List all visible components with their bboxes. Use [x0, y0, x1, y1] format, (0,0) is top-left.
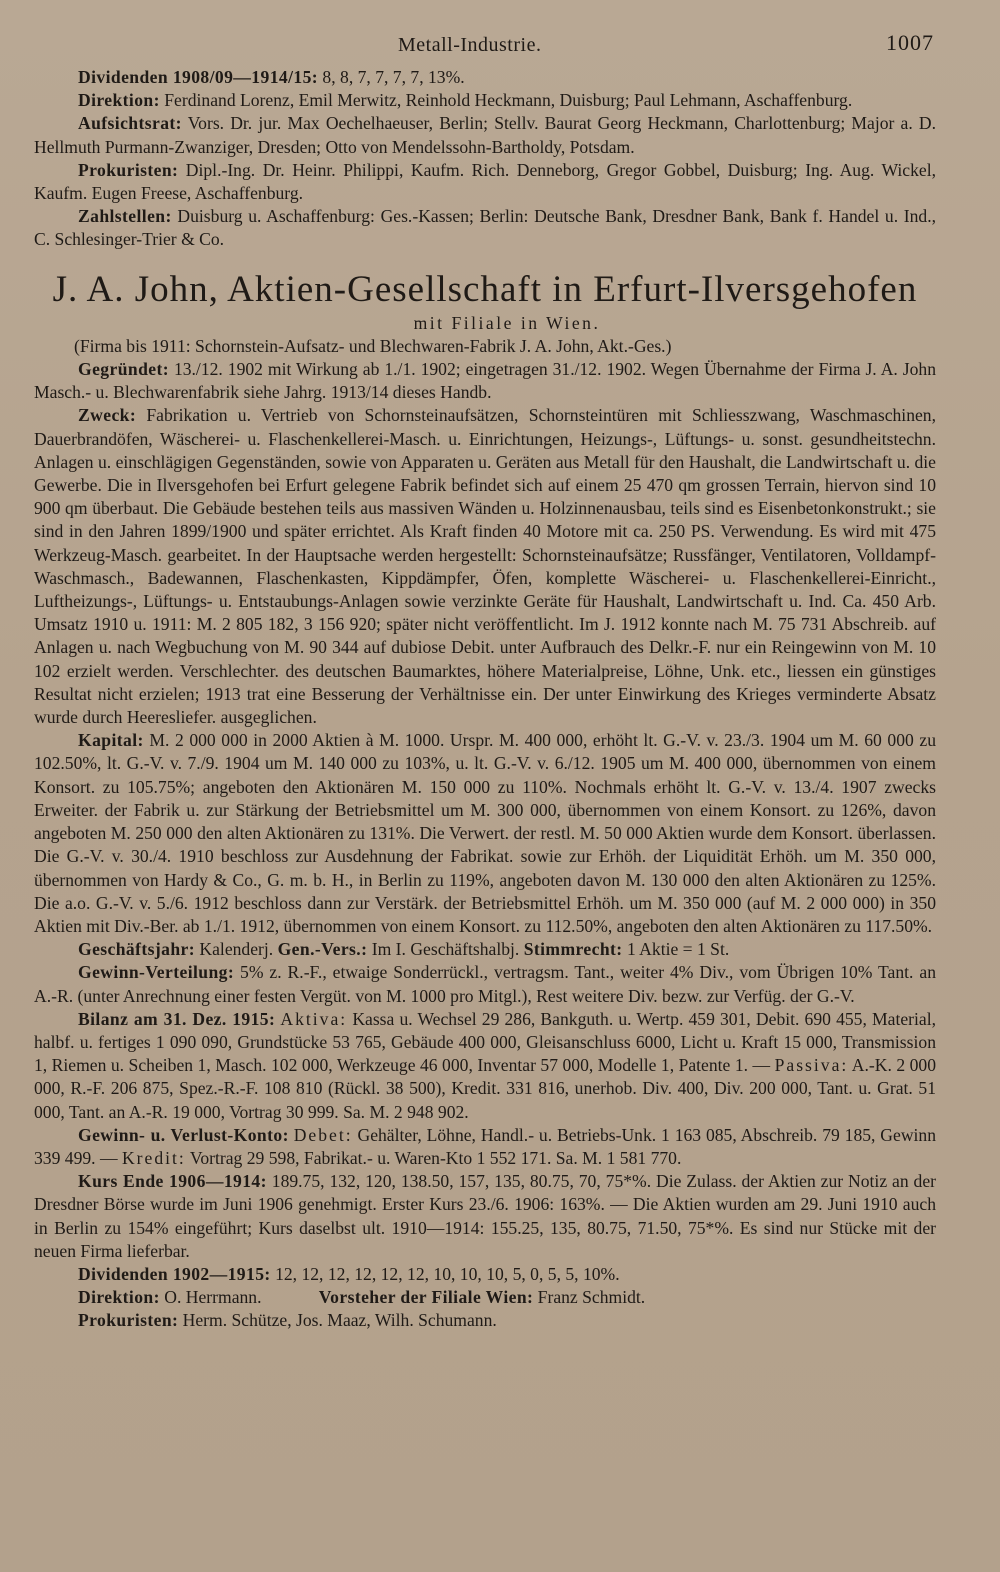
gewinn-verteilung	[34, 961, 936, 1007]
stimmrecht-label: Stimmrecht:	[523, 939, 623, 960]
kurs-label: Kurs Ende 1906—1914:	[78, 1171, 267, 1192]
page-header	[0, 30, 1000, 60]
dividenden	[34, 1263, 936, 1286]
prev-prokuristen	[34, 159, 936, 205]
kurs	[34, 1170, 936, 1263]
guv-kredit-word: Kredit:	[121, 1147, 186, 1168]
prev-prokuristen-text: Dipl.-Ing. Dr. Heinr. Philippi, Kaufm. Rich. Denneborg, Gregor Gobbel, Duisburg; Ing. Aug. Wickel, Kaufm. Eugen Freese, Aschaffenburg.	[34, 159, 936, 204]
company-subtitle: mit Filiale in Wien.	[413, 312, 601, 333]
prev-aufsichtsrat-label: Aufsichtsrat:	[78, 113, 182, 134]
gegruendet-label: Gegründet:	[78, 359, 169, 380]
kapital	[34, 729, 936, 938]
kapital-label: Kapital:	[78, 730, 144, 751]
direktion-vorsteher	[34, 1286, 936, 1309]
bilanz-aktiva-word: Aktiva:	[280, 1008, 348, 1029]
geschaeftsjahr-text: Kalenderj.	[195, 939, 274, 960]
prokuristen	[34, 1309, 936, 1332]
kapital-text: M. 2 000 000 in 2000 Aktien à M. 1000. Urspr. M. 400 000, erhöht lt. G.-V. v. 23./3. 1904 um M. 60 000 zu 102.50%, lt. G.-V. v. 7./9. 1904 um M. 140 000 zu 103%, u. lt. G.-V. v. 6./12. 1905 um M. 400 000, übernommen von einem Konsort. zu 105.75%; angeboten den Aktionären M. 150 000 zu 110%. Nochmals erhöht lt. G.-V. v. 13./4. 1907 zwecks Erweiter. der Fabrik u. zur Stärkung der Betriebsmittel um M. 300 000, übernommen von einem Konsort. zu 126%, davon angeboten M. 250 000 den alten Aktionären zu 131%. Die Verwert. der restl. M. 50 000 Aktien wurde dem Konsort. überlassen. Die G.-V. v. 30./4. 1910 beschloss zur Ausdehnung der Fabrikat. sowie zur Erhöh. der Liquidität Erhöh. um M. 350 000, übernommen von Hardy & Co., G. m. b. H., in Berlin zu 119%, angeboten davon M. 130 000 den alten Aktionären zu 125%. Die a.o. G.-V. v. 5./6. 1912 beschloss dann zur Verstärk. der Betriebsmittel Erhöh. um M. 350 000 (auf M. 2 000 000) in 350 Aktien mit Div.-Ber. ab 1./1. 1912, übernommen von einem Konsort. zu 112.50%, angeboten den alten Aktionären zu 117.50%.	[34, 730, 936, 936]
prokuristen-label: Prokuristen:	[78, 1310, 179, 1331]
prev-zahlstellen-text: Duisburg u. Aschaffenburg: Ges.-Kassen; Berlin: Deutsche Bank, Dresdner Bank, Bank f. Handel u. Ind., C. Schlesinger-Trier & Co.	[34, 206, 936, 250]
genvers-label: Gen.-Vers.:	[277, 939, 368, 960]
company-title: J. A. John, Aktien-Gesellschaft in Erfurt-Ilversgehofen	[52, 268, 918, 310]
prev-aufsichtsrat-text: Vors. Dr. jur. Max Oechelhaeuser, Berlin; Stellv. Baurat Georg Heckmann, Charlottenburg; Major a. D. Hellmuth Purmann-Zwanziger, Dresden; Otto von Mendelssohn-Bartholdy, Potsdam.	[34, 113, 936, 157]
bilanz	[34, 1008, 936, 1124]
dividenden-text: 12, 12, 12, 12, 12, 12, 10, 10, 10, 5, 0, 5, 5, 10%.	[270, 1263, 620, 1284]
vorsteher-text: Franz Schmidt.	[533, 1287, 646, 1308]
stimmrecht-text: 1 Aktie = 1 St.	[622, 939, 730, 960]
gewinn-label: Gewinn-Verteilung:	[78, 962, 235, 983]
section-title: Metall-Industrie.	[398, 34, 542, 56]
direktion-label: Direktion:	[78, 1287, 160, 1308]
prev-direktion-text: Ferdinand Lorenz, Emil Merwitz, Reinhold Heckmann, Duisburg; Paul Lehmann, Aschaffenburg.	[159, 90, 853, 111]
gegruendet-text: 13./12. 1902 mit Wirkung ab 1./1. 1902; eingetragen 31./12. 1902. Wegen Übernahme der Firma J. A. John Masch.- u. Blechwarenfabrik siehe Jahrg. 1913/14 dieses Handb.	[34, 359, 936, 403]
prev-prokuristen-label: Prokuristen:	[78, 159, 179, 180]
guv-label: Gewinn- u. Verlust-Konto:	[78, 1124, 289, 1145]
prokuristen-text: Herm. Schütze, Jos. Maaz, Wilh. Schumann.	[178, 1310, 497, 1331]
guv-text-1: Gehälter, Löhne, Handl.- u. Betriebs-Unk. 1 163 085, Abschreib. 79 185, Gewinn 339 499. —	[34, 1124, 937, 1168]
kurs-text: 189.75, 132, 120, 138.50, 157, 135, 80.75, 70, 75*%. Die Zulass. der Aktien zur Notiz an der Dresdner Börse wurde im Juni 1906 genehmigt. Erster Kurs 23./6. 1906: 163%. — Die Aktien wurden am 29. Juni 1910 auch in Berlin zu 154% eingeführt; Kurs daselbst ult. 1910—1914: 155.25, 135, 80.75, 71.50, 75*%. Es sind nur Stücke mit der neuen Firma lieferbar.	[34, 1171, 936, 1261]
guv-debet-word: Debet:	[293, 1124, 353, 1145]
prev-dividenden	[34, 66, 936, 89]
prev-zahlstellen-label: Zahlstellen:	[78, 206, 172, 227]
direktion-text: O. Herrmann.	[159, 1287, 262, 1308]
prev-aufsichtsrat	[34, 112, 936, 158]
page-body	[34, 66, 936, 1333]
guv	[34, 1124, 936, 1170]
gewinn-text: 5% z. R.-F., etwaige Sonderrückl., vertragsm. Tant., weiter 4% Div., vom Übrigen 10% Tant. an A.-R. (unter Anrechnung einer festen Vergüt. von M. 1000 pro Mitgl.), Rest weitere Div. bezw. zur Verfüg. der G.-V.	[34, 962, 936, 1006]
zweck	[34, 404, 936, 729]
company-firma: (Firma bis 1911: Schornstein-Aufsatz- und Blechwaren-Fabrik J. A. John, Akt.-Ges.)	[74, 335, 672, 356]
bilanz-text-2: A.-K. 2 000 000, R.-F. 206 875, Spez.-R.-F. 108 810 (Rückl. 38 500), Kredit. 331 816, unerhob. Div. 400, Div. 200 000, Tant. u. Grat. 51 000, Tant. an A.-R. 19 000, Vortrag 30 999. Sa. M. 2 948 902.	[34, 1055, 936, 1122]
geschaeftsjahr	[34, 938, 936, 961]
dividenden-label: Dividenden 1902—1915:	[78, 1263, 271, 1284]
genvers-text: Im I. Geschäftshalbj.	[367, 939, 520, 960]
page-number: 1007	[886, 30, 934, 55]
guv-text-2: Vortrag 29 598, Fabrikat.- u. Waren-Kto 1 552 171. Sa. M. 1 581 770.	[185, 1147, 682, 1168]
bilanz-passiva-word: Passiva:	[774, 1055, 849, 1076]
bilanz-text-1: Kassa u. Wechsel 29 286, Bankguth. u. Wertp. 459 301, Debit. 690 455, Material, halbf. u. fertiges 1 090 090, Grundstücke 53 765, Gebäude 400 000, Gleisanschluss 6000, Licht u. Kraft 15 000, Transmission 1, Riemen u. Scheiben 1, Masch. 102 000, Werkzeuge 46 000, Inventar 57 000, Modelle 1, Patente 1. —	[34, 1008, 936, 1076]
prev-dividenden-label: Dividenden 1908/09—1914/15:	[78, 67, 319, 87]
prev-zahlstellen	[34, 205, 936, 251]
prev-direktion	[34, 89, 936, 112]
gegruendet	[34, 358, 936, 404]
prev-direktion-label: Direktion:	[78, 90, 160, 111]
zweck-text: Fabrikation u. Vertrieb von Schornsteinaufsätzen, Schornsteintüren mit Schliesszwang, Waschmaschinen, Dauerbrandöfen, Wäscherei- u. Flaschenkellerei-Masch. u. Einrichtungen, Heizungs-, Lüftungs- u. sonst. gesundheitstechn. Anlagen u. einschlägigen Gegenständen, sowie von Apparaten u. Geräten aus Metall für den Haushalt, die Landwirtschaft u. die Gewerbe. Die in Ilversgehofen bei Erfurt gelegene Fabrik befindet sich auf einem 25 470 qm grossen Terrain, hiervon sind 10 900 qm überbaut. Die Gebäude bestehen teils aus massiven Wänden u. Holzinnenausbau, teils sind es Eisenbetonkonstrukt.; sie sind in den Jahren 1899/1900 und später errichtet. Als Kraft finden 40 Motore mit ca. 250 PS. Verwendung. Es wird mit 475 Werkzeug-Masch. gearbeitet. In der Hauptsache werden hergestellt: Schornsteinaufsätze; Russfänger, Ventilatoren, Volldampf-Waschmasch., Badewannen, Flaschenkasten, Kippdämpfer, Öfen, komplette Wäscherei- u. Flaschenkellerei-Einricht., Luftheizungs-, Lüftungs- u. Entstaubungs-Anlagen sowie verzinkte Geräte für Haushalt, Landwirtschaft u. Ind. Ca. 450 Arb. Umsatz 1910 u. 1911: M. 2 805 182, 3 156 920; später nicht veröffentlicht. Im J. 1912 konnte nach M. 75 731 Abschreib. auf Anlagen u. nach Wegbuchung von M. 90 344 auf dubiose Debit. unter Aufbrauch des Delkr.-F. nur ein Reingewinn von M. 10 102 erzielt werden. Verschlechter. des deutschen Baumarktes, höhere Materialpreise, Löhne, Unk. etc., liessen ein günstiges Resultat nicht erzielen; 1913 trat eine Besserung der Verhältnisse ein. Der unter Einwirkung des Krieges verminderte Absatz wurde durch Heeresliefer. ausgeglichen.	[34, 405, 936, 728]
bilanz-label: Bilanz am 31. Dez. 1915:	[78, 1008, 276, 1029]
vorsteher-label: Vorsteher der Filiale Wien:	[318, 1287, 534, 1308]
prev-dividenden-text: 8, 8, 7, 7, 7, 7, 13%.	[318, 67, 465, 87]
zweck-label: Zweck:	[78, 405, 137, 426]
geschaeftsjahr-label: Geschäftsjahr:	[78, 939, 196, 960]
